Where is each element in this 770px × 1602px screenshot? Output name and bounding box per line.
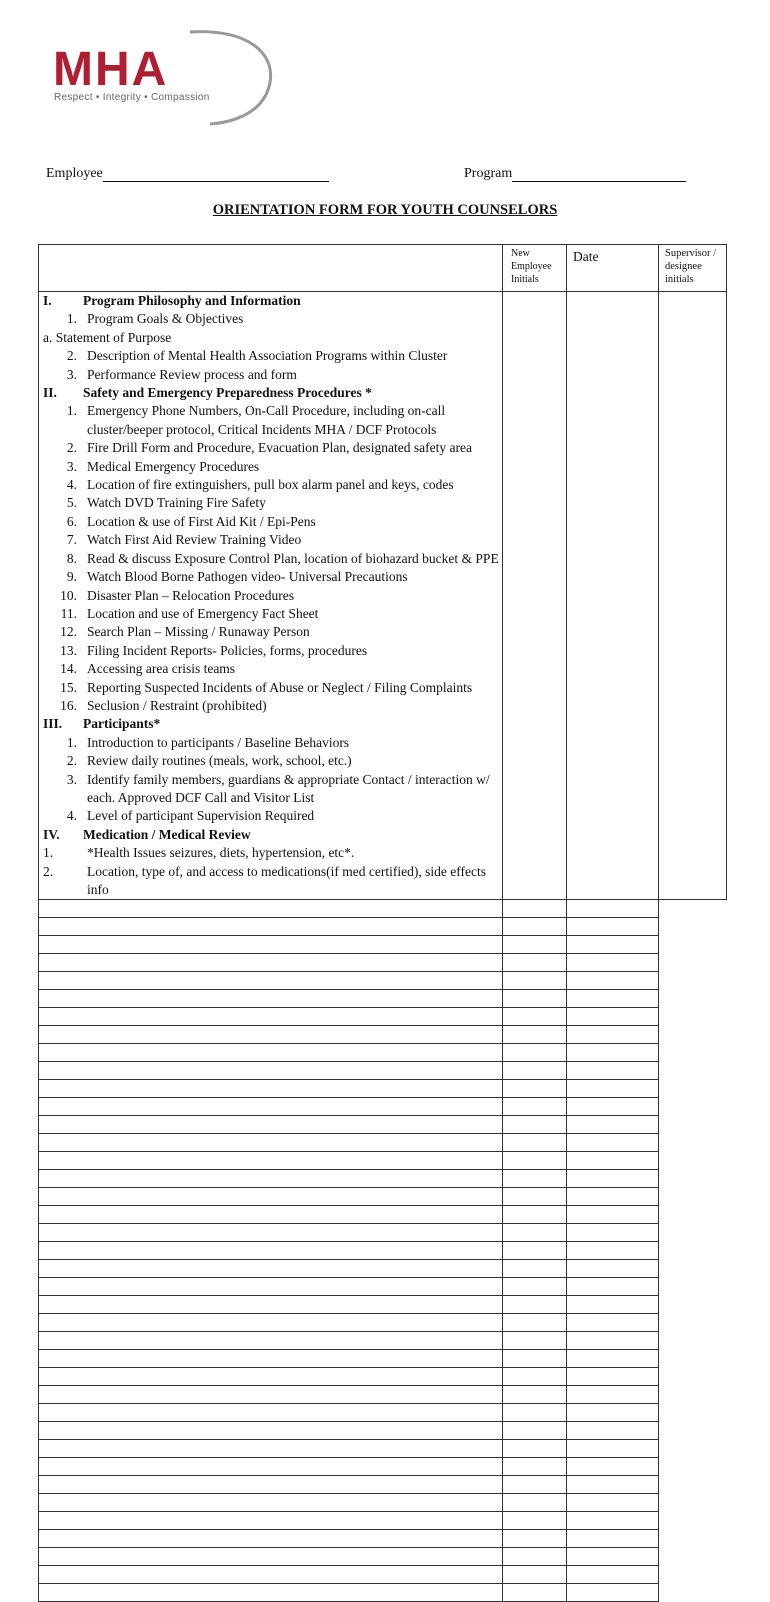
initials-cell[interactable] <box>39 1476 503 1494</box>
item-text: Location & use of First Aid Kit / Epi-Pens <box>87 513 316 529</box>
supervisor-cell[interactable] <box>567 1296 659 1314</box>
table-row <box>39 1152 727 1170</box>
table-row <box>39 1476 727 1494</box>
table-row <box>39 1098 727 1116</box>
item-number: 16. <box>60 697 77 713</box>
supervisor-cell[interactable] <box>567 1224 659 1242</box>
checklist-item <box>39 513 502 531</box>
section-heading <box>39 292 502 310</box>
initials-cell[interactable] <box>39 1512 503 1530</box>
item-text: Description of Mental Health Association Programs within Cluster <box>87 348 448 364</box>
date-cell[interactable] <box>503 1062 567 1080</box>
section-heading <box>39 826 502 844</box>
supervisor-cell[interactable] <box>659 292 727 900</box>
checklist-item <box>39 568 502 586</box>
table-row <box>39 1296 727 1314</box>
item-number: 2. <box>66 440 77 456</box>
date-cell[interactable] <box>503 1170 567 1188</box>
date-cell[interactable] <box>567 292 659 900</box>
table-row <box>39 1566 727 1584</box>
date-cell[interactable] <box>503 1566 567 1584</box>
date-cell[interactable] <box>503 990 567 1008</box>
table-row <box>39 1062 727 1080</box>
item-text: Location and use of Emergency Fact Sheet <box>87 605 319 621</box>
checklist-item <box>39 310 502 328</box>
supervisor-cell[interactable] <box>567 1134 659 1152</box>
supervisor-cell[interactable] <box>567 1512 659 1530</box>
supervisor-cell[interactable] <box>567 1026 659 1044</box>
checklist-item <box>39 531 502 549</box>
item-number: I. <box>43 293 52 308</box>
initials-cell[interactable] <box>39 1440 503 1458</box>
checklist-item <box>39 642 502 660</box>
table-row <box>39 1584 727 1602</box>
supervisor-cell[interactable] <box>567 1008 659 1026</box>
supervisor-cell[interactable] <box>567 1404 659 1422</box>
item-text: Identify family members, guardians & appropriate Contact / interaction w/ each. Approved DCF Call and Visitor List <box>87 771 490 805</box>
item-number: 2. <box>66 753 77 769</box>
item-text: Watch DVD Training Fire Safety <box>87 495 266 511</box>
table-row <box>39 1530 727 1548</box>
initials-cell[interactable] <box>39 1152 503 1170</box>
table-row <box>39 1080 727 1098</box>
initials-cell[interactable] <box>39 1044 503 1062</box>
table-row <box>39 1548 727 1566</box>
initials-cell[interactable] <box>39 1134 503 1152</box>
table-row <box>39 1026 727 1044</box>
item-text: Filing Incident Reports- Policies, forms, procedures <box>87 642 368 658</box>
table-row <box>39 1386 727 1404</box>
initials-cell[interactable] <box>39 1062 503 1080</box>
date-cell[interactable] <box>503 1476 567 1494</box>
table-row <box>39 1188 727 1206</box>
date-cell[interactable] <box>503 1242 567 1260</box>
table-row <box>39 1314 727 1332</box>
date-cell[interactable] <box>503 1206 567 1224</box>
checklist-item <box>39 844 502 862</box>
initials-cell[interactable] <box>39 1206 503 1224</box>
date-cell[interactable] <box>503 1494 567 1512</box>
item-number: 5. <box>66 495 77 511</box>
table-row <box>39 936 727 954</box>
table-row <box>39 990 727 1008</box>
date-cell[interactable] <box>503 1404 567 1422</box>
item-number: 12. <box>60 624 77 640</box>
date-cell[interactable] <box>503 1008 567 1026</box>
item-text: Program Philosophy and Information <box>83 293 301 308</box>
checklist-item <box>39 476 502 494</box>
date-cell[interactable] <box>503 1332 567 1350</box>
checklist-item <box>39 605 502 623</box>
date-cell[interactable] <box>503 972 567 990</box>
checklist-item <box>39 402 502 439</box>
checklist-item <box>39 347 502 365</box>
supervisor-cell[interactable] <box>567 1152 659 1170</box>
item-number: 2. <box>43 863 54 879</box>
checklist-item <box>39 550 502 568</box>
initials-cell[interactable] <box>39 954 503 972</box>
table-row <box>39 1458 727 1476</box>
checklist-item <box>39 439 502 457</box>
item-text: Location of fire extinguishers, pull box alarm panel and keys, codes <box>87 477 454 493</box>
date-cell[interactable] <box>503 1278 567 1296</box>
table-row <box>39 1224 727 1242</box>
table-row <box>39 972 727 990</box>
date-cell[interactable] <box>503 1458 567 1476</box>
initials-cell[interactable] <box>39 1008 503 1026</box>
initials-cell[interactable] <box>39 1566 503 1584</box>
checklist-items <box>39 292 503 900</box>
orientation-table <box>38 244 727 1602</box>
item-text: Seclusion / Restraint (prohibited) <box>87 697 267 713</box>
table-row <box>39 1278 727 1296</box>
supervisor-cell[interactable] <box>567 1242 659 1260</box>
date-cell[interactable] <box>503 1152 567 1170</box>
item-number: 9. <box>66 569 77 585</box>
item-text: Watch First Aid Review Training Video <box>87 532 302 548</box>
section-heading <box>39 384 502 402</box>
initials-cell[interactable] <box>39 1170 503 1188</box>
table-row <box>39 1350 727 1368</box>
date-cell[interactable] <box>503 1296 567 1314</box>
program-label: Program <box>464 166 513 181</box>
initials-cell[interactable] <box>39 1098 503 1116</box>
date-cell[interactable] <box>503 1512 567 1530</box>
checklist-item <box>39 752 502 770</box>
supervisor-cell[interactable] <box>567 1476 659 1494</box>
item-number: II. <box>43 385 57 401</box>
item-number: 1. <box>66 734 77 750</box>
item-number: 1. <box>43 845 54 861</box>
item-text: Medical Emergency Procedures <box>87 458 260 474</box>
initials-cell[interactable] <box>39 918 503 936</box>
item-text: a. Statement of Purpose <box>43 329 172 345</box>
table-row <box>39 1116 727 1134</box>
initials-cell[interactable] <box>39 1260 503 1278</box>
supervisor-cell[interactable] <box>567 1440 659 1458</box>
supervisor-cell[interactable] <box>567 1530 659 1548</box>
item-text: Emergency Phone Numbers, On-Call Procedure, including on-call cluster/beeper protocol, Critical Incidents MHA / DCF Protocols <box>87 403 446 437</box>
date-cell[interactable] <box>503 1422 567 1440</box>
supervisor-cell[interactable] <box>567 1386 659 1404</box>
item-number: 6. <box>66 513 77 529</box>
initials-cell[interactable] <box>39 1350 503 1368</box>
date-cell[interactable] <box>503 1440 567 1458</box>
checklist-item <box>39 734 502 752</box>
supervisor-cell[interactable] <box>567 1206 659 1224</box>
employee-blank[interactable] <box>103 168 329 182</box>
initials-cell[interactable] <box>39 1584 503 1602</box>
checklist-item <box>39 494 502 512</box>
supervisor-cell[interactable] <box>567 1116 659 1134</box>
supervisor-cell[interactable] <box>567 1422 659 1440</box>
supervisor-cell[interactable] <box>567 1098 659 1116</box>
initials-cell[interactable] <box>39 1026 503 1044</box>
date-cell[interactable] <box>503 1134 567 1152</box>
initials-cell[interactable] <box>39 1386 503 1404</box>
supervisor-cell[interactable] <box>567 1548 659 1566</box>
initials-cell[interactable] <box>39 1224 503 1242</box>
item-text: Location, type of, and access to medications(if med certified), side effects info <box>87 863 486 897</box>
initials-cell[interactable] <box>39 1314 503 1332</box>
item-number: IV. <box>43 826 60 842</box>
item-number: 2. <box>66 348 77 364</box>
table-row <box>39 1170 727 1188</box>
item-number: 3. <box>66 458 77 474</box>
initials-cell[interactable] <box>39 936 503 954</box>
item-text: Level of participant Supervision Required <box>87 808 315 824</box>
date-cell[interactable] <box>503 1224 567 1242</box>
col-new-employee-initials: New Employee Initials <box>503 245 567 292</box>
date-cell[interactable] <box>503 1260 567 1278</box>
checklist-item <box>39 807 502 825</box>
item-text: Accessing area crisis teams <box>87 661 236 677</box>
date-cell[interactable] <box>503 1026 567 1044</box>
item-number: 7. <box>66 532 77 548</box>
checklist-item <box>39 329 502 347</box>
employee-label: Employee <box>46 166 103 181</box>
logo-wordmark: MHA <box>53 43 169 96</box>
supervisor-cell[interactable] <box>567 1458 659 1476</box>
initials-cell[interactable] <box>39 1278 503 1296</box>
item-number: 3. <box>66 771 77 787</box>
program-blank[interactable] <box>512 168 686 182</box>
checklist-item <box>39 660 502 678</box>
item-number: 4. <box>66 477 77 493</box>
item-text: Reporting Suspected Incidents of Abuse or Neglect / Filing Complaints <box>87 679 473 695</box>
supervisor-cell[interactable] <box>567 1062 659 1080</box>
initials-cell[interactable] <box>39 1296 503 1314</box>
supervisor-cell[interactable] <box>567 1494 659 1512</box>
supervisor-cell[interactable] <box>567 1260 659 1278</box>
supervisor-cell[interactable] <box>567 1584 659 1602</box>
date-cell[interactable] <box>503 936 567 954</box>
item-text: Watch Blood Borne Pathogen video- Universal Precautions <box>87 569 408 585</box>
table-row <box>39 1440 727 1458</box>
supervisor-cell[interactable] <box>567 1566 659 1584</box>
item-number: 1. <box>66 311 77 327</box>
item-text: Search Plan – Missing / Runaway Person <box>87 624 310 640</box>
logo-tagline: Respect • Integrity • Compassion <box>54 92 210 103</box>
supervisor-cell[interactable] <box>567 1278 659 1296</box>
item-number: 14. <box>60 661 77 677</box>
table-row <box>39 1242 727 1260</box>
checklist-item <box>39 863 502 900</box>
table-row <box>39 1044 727 1062</box>
col-date: Date <box>567 245 659 292</box>
supervisor-cell[interactable] <box>567 1332 659 1350</box>
program-field[interactable] <box>464 166 686 182</box>
supervisor-cell[interactable] <box>567 900 659 918</box>
employee-field[interactable] <box>46 166 329 182</box>
mha-logo <box>40 26 280 116</box>
initials-cell[interactable] <box>39 1404 503 1422</box>
supervisor-cell[interactable] <box>567 1350 659 1368</box>
item-text: Safety and Emergency Preparedness Procedures * <box>83 385 372 401</box>
initials-cell[interactable] <box>39 900 503 918</box>
table-row <box>39 1404 727 1422</box>
item-text: Performance Review process and form <box>87 366 297 382</box>
col-supervisor-initials: Supervisor / designee initials <box>659 245 727 292</box>
initials-cell[interactable] <box>503 292 567 900</box>
checklist-item <box>39 458 502 476</box>
initials-cell[interactable] <box>39 972 503 990</box>
item-text: Program Goals & Objectives <box>87 311 244 327</box>
item-text: Review daily routines (meals, work, school, etc.) <box>87 753 352 769</box>
supervisor-cell[interactable] <box>567 1170 659 1188</box>
item-number: 8. <box>66 550 77 566</box>
initials-cell[interactable] <box>39 1116 503 1134</box>
date-cell[interactable] <box>503 1350 567 1368</box>
initials-cell[interactable] <box>39 1422 503 1440</box>
section-heading <box>39 715 502 733</box>
checklist-item <box>39 771 502 808</box>
table-row <box>39 1494 727 1512</box>
table-row <box>39 1368 727 1386</box>
date-cell[interactable] <box>503 1368 567 1386</box>
initials-cell[interactable] <box>39 1188 503 1206</box>
item-text: *Health Issues seizures, diets, hypertension, etc*. <box>87 845 355 861</box>
initials-cell[interactable] <box>39 1368 503 1386</box>
table-row <box>39 1512 727 1530</box>
item-number: 1. <box>66 403 77 419</box>
supervisor-cell[interactable] <box>567 1188 659 1206</box>
date-cell[interactable] <box>503 1080 567 1098</box>
initials-cell[interactable] <box>39 1080 503 1098</box>
initials-cell[interactable] <box>39 1332 503 1350</box>
table-body-row <box>39 292 727 900</box>
item-number: 10. <box>60 587 77 603</box>
initials-cell[interactable] <box>39 1494 503 1512</box>
date-cell[interactable] <box>503 1314 567 1332</box>
supervisor-cell[interactable] <box>567 1314 659 1332</box>
item-text: Fire Drill Form and Procedure, Evacuation Plan, designated safety area <box>87 440 473 456</box>
checklist-item <box>39 587 502 605</box>
date-cell[interactable] <box>503 1044 567 1062</box>
item-number: 13. <box>60 642 77 658</box>
date-cell[interactable] <box>503 1548 567 1566</box>
initials-cell[interactable] <box>39 1458 503 1476</box>
checklist-item <box>39 697 502 715</box>
item-text: Disaster Plan – Relocation Procedures <box>87 587 294 603</box>
initials-cell[interactable] <box>39 1242 503 1260</box>
item-number: 3. <box>66 366 77 382</box>
date-cell[interactable] <box>503 954 567 972</box>
date-cell[interactable] <box>503 1386 567 1404</box>
date-cell[interactable] <box>503 918 567 936</box>
checklist-item <box>39 679 502 697</box>
supervisor-cell[interactable] <box>567 1044 659 1062</box>
supervisor-cell[interactable] <box>567 990 659 1008</box>
table-row <box>39 1134 727 1152</box>
table-row <box>39 954 727 972</box>
item-text: Medication / Medical Review <box>83 826 251 842</box>
item-number: 11. <box>60 605 77 621</box>
checklist-item <box>39 366 502 384</box>
table-header-row <box>39 245 727 292</box>
table-row <box>39 900 727 918</box>
checklist-item <box>39 623 502 641</box>
date-cell[interactable] <box>503 1188 567 1206</box>
item-text: Participants* <box>83 716 161 732</box>
supervisor-cell[interactable] <box>567 1080 659 1098</box>
supervisor-cell[interactable] <box>567 972 659 990</box>
date-cell[interactable] <box>503 1098 567 1116</box>
header-blank-cell <box>39 245 503 292</box>
table-row <box>39 1008 727 1026</box>
supervisor-cell[interactable] <box>567 918 659 936</box>
table-row <box>39 1332 727 1350</box>
initials-cell[interactable] <box>39 1548 503 1566</box>
table-row <box>39 1422 727 1440</box>
date-cell[interactable] <box>503 900 567 918</box>
table-row <box>39 1206 727 1224</box>
item-number: 15. <box>60 679 77 695</box>
table-row <box>39 918 727 936</box>
item-text: Read & discuss Exposure Control Plan, location of biohazard bucket & PPE <box>87 550 499 566</box>
date-cell[interactable] <box>503 1584 567 1602</box>
date-cell[interactable] <box>503 1530 567 1548</box>
supervisor-cell[interactable] <box>567 1368 659 1386</box>
table-row <box>39 1260 727 1278</box>
supervisor-cell[interactable] <box>567 954 659 972</box>
item-text: Introduction to participants / Baseline Behaviors <box>87 734 350 750</box>
item-number: 4. <box>66 808 77 824</box>
initials-cell[interactable] <box>39 990 503 1008</box>
date-cell[interactable] <box>503 1116 567 1134</box>
item-number: III. <box>43 716 63 732</box>
supervisor-cell[interactable] <box>567 936 659 954</box>
page-title: ORIENTATION FORM FOR YOUTH COUNSELORS <box>212 202 558 218</box>
initials-cell[interactable] <box>39 1530 503 1548</box>
